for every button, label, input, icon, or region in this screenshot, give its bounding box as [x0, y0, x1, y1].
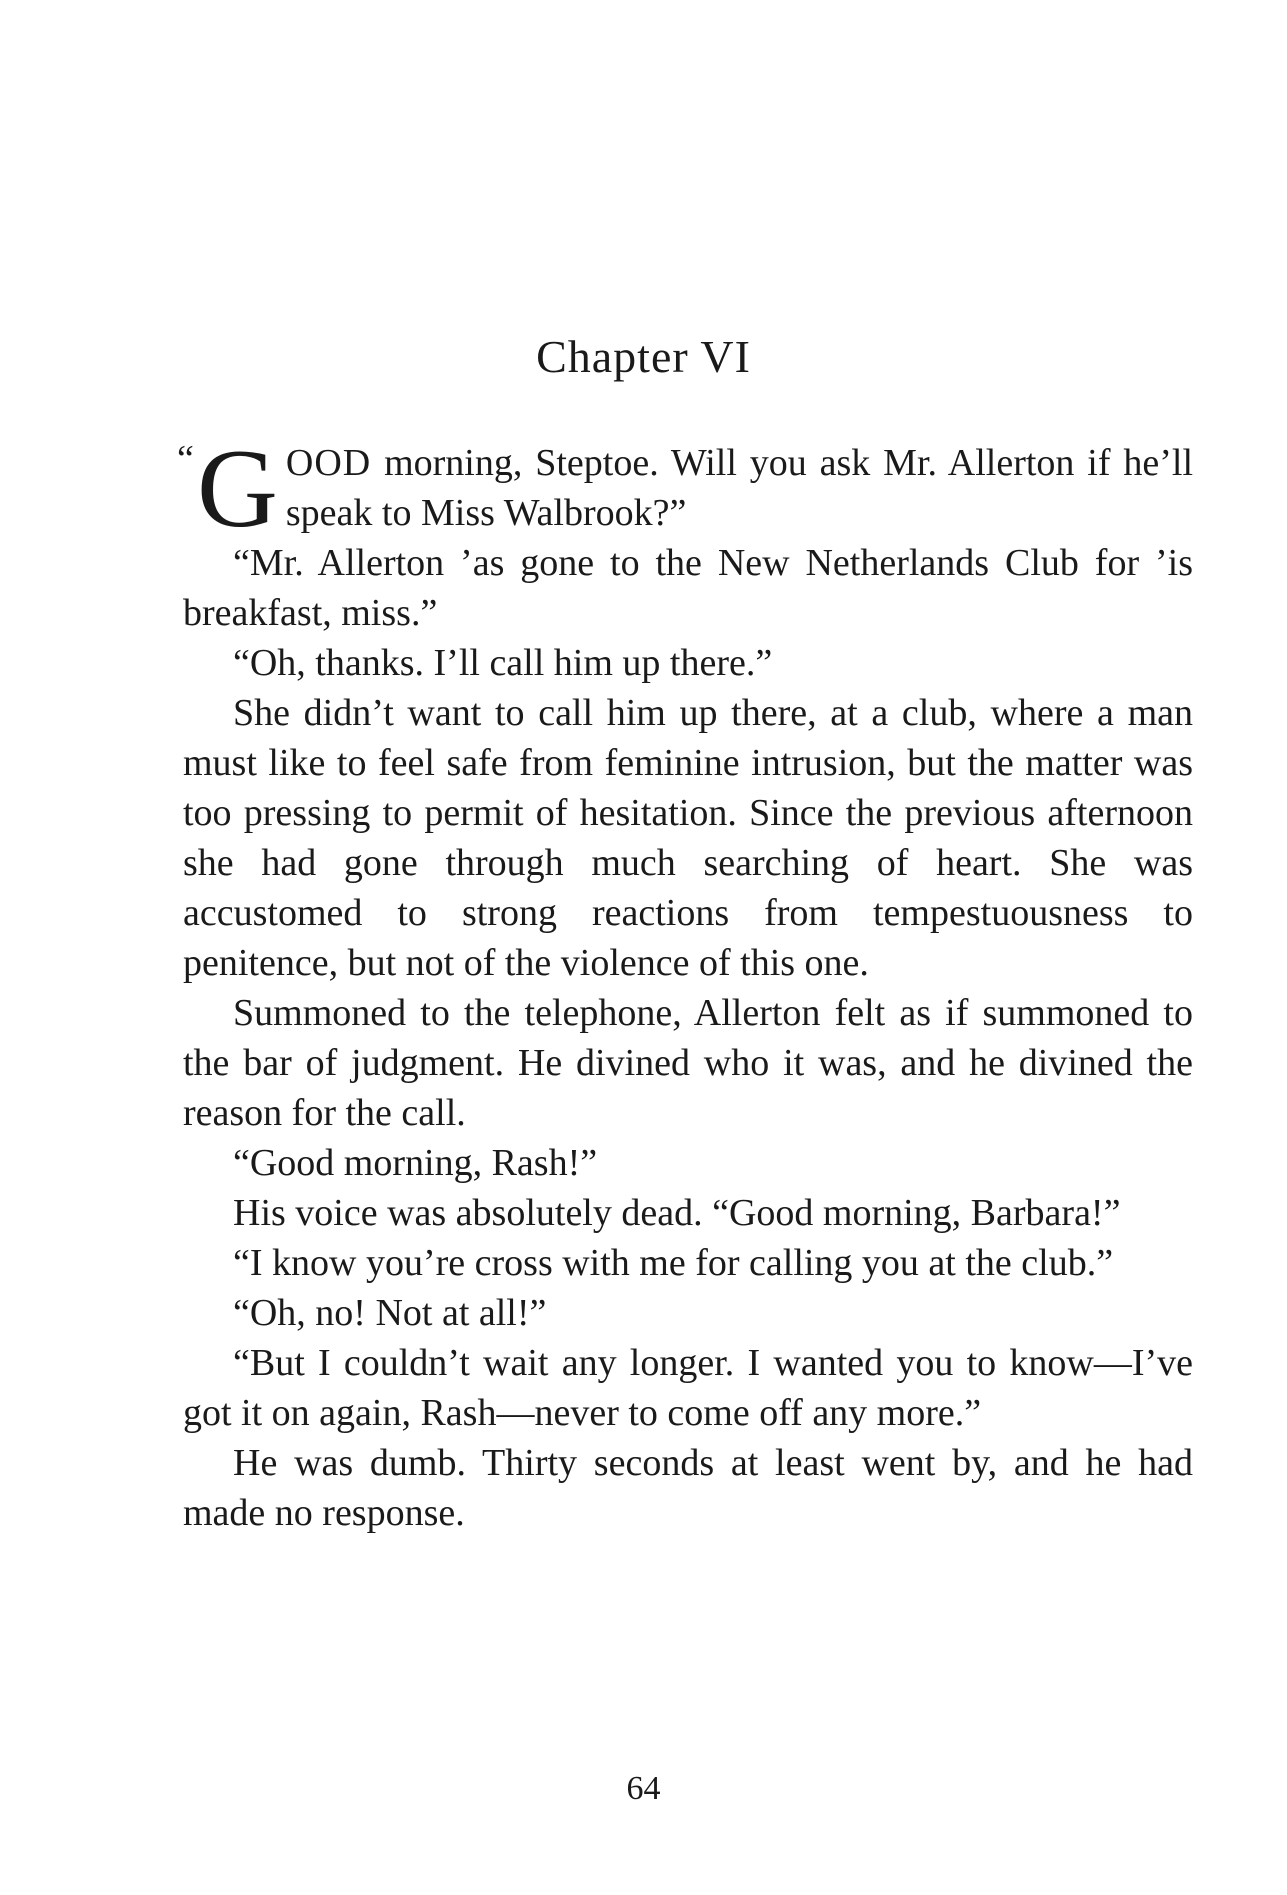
paragraph: “Oh, thanks. I’ll call him up there.” [233, 642, 773, 684]
drop-cap: G [197, 427, 278, 551]
paragraph: “I know you’re cross with me for calling you at the club.” [233, 1242, 1114, 1284]
paragraph: “Good morning, Rash!” [233, 1142, 598, 1184]
opening-quote-mark: “ [177, 438, 194, 480]
paragraph: Summoned to the telephone, Allerton felt as if summoned to the bar of judgment. He divined who it was, and he divined the reason for the call. [183, 992, 1193, 1134]
paragraph: “But I couldn’t wait any longer. I wanted you to know—I’ve got it on again, Rash—never to come off any more.” [183, 1342, 1193, 1434]
paragraph: “Oh, no! Not at all!” [233, 1292, 547, 1334]
opening-smallcaps: OOD [285, 442, 372, 484]
paragraph: He was dumb. Thirty seconds at least went by, and he had made no response. [183, 1442, 1193, 1534]
paragraph: She didn’t want to call him up there, at a club, where a man must like to feel safe from feminine intrusion, but the matter was too pressing to permit of hesitation. Since the previous afternoon she had gone through much searching of heart. She was accustomed to strong reactions from tempestuousness to penitence, but not of the violence of this one. [183, 692, 1193, 984]
opening-text: morning, Steptoe. Will you ask Mr. Allerton if he’ll speak to Miss Walbrook?” [285, 442, 1193, 534]
paragraph: His voice was absolutely dead. “Good morning, Barbara!” [233, 1192, 1121, 1234]
opening-paragraph [177, 427, 1193, 551]
body-text [177, 427, 1193, 1538]
page-number: 64 [626, 1770, 661, 1807]
chapter-title: Chapter VI [536, 331, 751, 382]
paragraph: “Mr. Allerton ’as gone to the New Netherlands Club for ’is breakfast, miss.” [183, 542, 1193, 634]
